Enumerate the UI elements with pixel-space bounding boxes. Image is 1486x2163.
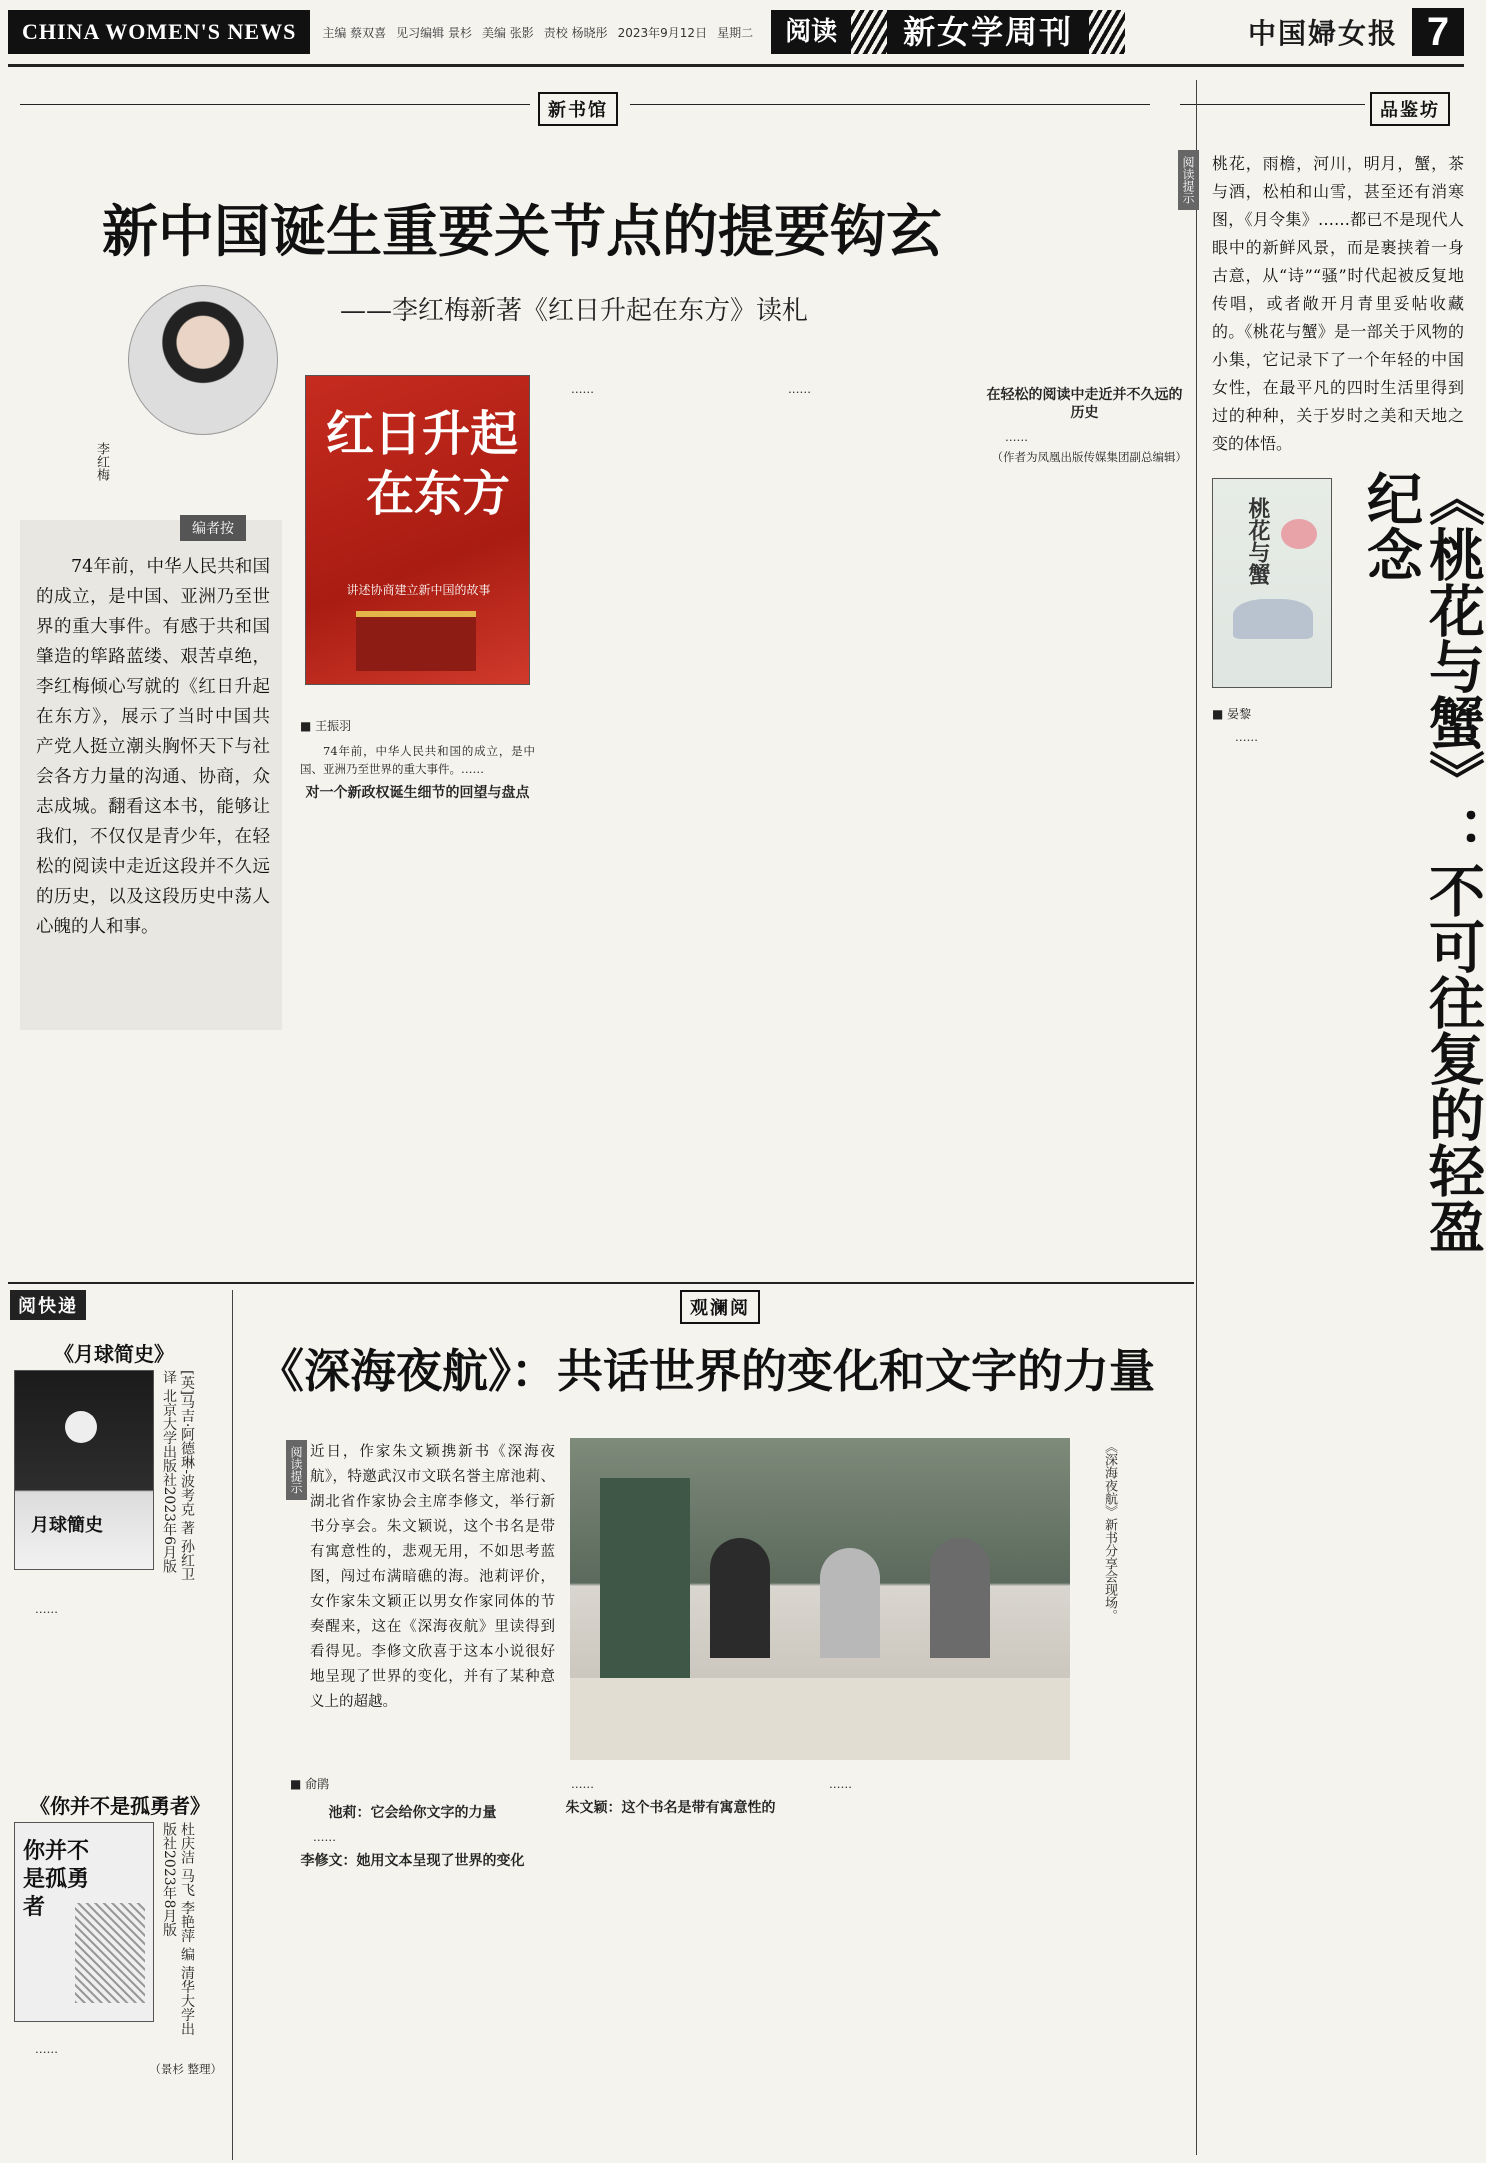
lead-col-4-text: …… (1005, 430, 1028, 444)
peach-blossom-illustration (1281, 519, 1317, 549)
book2-blurb (12, 2040, 222, 2140)
lead-headline: 新中国诞生重要关节点的提要钩玄 (102, 199, 942, 265)
credits (322, 24, 753, 41)
second-hint-label: 阅读提示 (286, 1440, 307, 1500)
editor-note-text: 74年前，中华人民共和国的成立，是中国、亚洲乃至世界的重大事件。有感于共和国肇造的筚路蓝缕、艰苦卓绝，李红梅倾心写就的《红日升起在东方》，展示了当时中国共产党人挺立潮头胸怀天下与社会各方力量的沟通、协商，众志成城。翻看这本书，能够让我们，不仅仅是青少年，在轻松的阅读中走近这段并不久远的历史，以及这段历史中荡人心魄的人和事。 (36, 557, 270, 937)
book1-blurb-text: …… (35, 1602, 58, 1616)
second-intro: 近日，作家朱文颖携新书《深海夜航》，特邀武汉市文联名誉主席池莉、湖北省作家协会主席李修文，举行新书分享会。朱文颖说，这个书名是带有寓意性的，悲观无用，不如思考蓝图，闯过布满暗礁的海。池莉评价，女作家朱文颖正以男女作家同体的节奏醒来，这在《深海夜航》里读得到看得见。李修文欣喜于这本小说很好地呈现了世界的变化，并有了某种意义上的超越。 (310, 1444, 555, 1710)
book1-info: [英]马吉·阿德琳-波考克 著 孙红卫 译 北京大学出版社2023年6月版 (161, 1370, 195, 1582)
stripe-decoration (851, 10, 887, 54)
stripe-decoration (1089, 10, 1125, 54)
masthead (8, 6, 1464, 58)
credit: 责校 杨晓彤 (543, 25, 608, 40)
bird-illustration (1233, 599, 1313, 639)
book2-editor: （景杉 整理） (149, 2062, 222, 2076)
book2-cover-title: 你并不是孤勇者 (23, 1838, 90, 1920)
weekday: 星期二 (717, 25, 754, 40)
credit: 见习编辑 景杉 (396, 25, 472, 40)
tag-yuekuaidi: 阅快递 (10, 1290, 86, 1320)
second-col-2 (548, 1775, 793, 2155)
divider (630, 104, 1150, 105)
lead-col-3 (765, 380, 970, 1260)
lead-col-2-text: …… (571, 382, 594, 396)
sketch-illustration (75, 1903, 145, 2003)
table-foreground (570, 1678, 1070, 1760)
portrait-name: 李红梅 (94, 442, 109, 481)
event-photo (570, 1438, 1070, 1760)
lead-author: ■ 王振羽 (300, 717, 351, 734)
paper-name: CHINA WOMEN'S NEWS (8, 10, 310, 54)
right-body-text: …… (1235, 730, 1258, 744)
tag-pinjianfang: 品鉴坊 (1370, 92, 1450, 126)
section-divider (8, 1282, 1194, 1284)
book-cover-guyongzhe (14, 1822, 154, 2022)
book1-blurb (12, 1600, 222, 1775)
photo-caption: 《深海夜航》新书分享会现场。 (1102, 1440, 1117, 1622)
book2-info: 杜庆洁 马飞 李艳萍 编 清华大学出版社2023年8月版 (161, 1822, 195, 2036)
second-col-3-text: …… (829, 1777, 852, 1791)
masthead-rule (8, 64, 1464, 67)
lead-col-2 (548, 380, 753, 1260)
book1-title: 《月球简史》 (54, 1342, 174, 1366)
person-silhouette (710, 1538, 770, 1658)
second-heading-1: 池莉：它会给你文字的力量 (328, 1805, 497, 1821)
lead-byline: （作者为凤凰出版传媒集团副总编辑） (991, 450, 1187, 464)
book-banner (600, 1478, 690, 1698)
editor-note-label: 编者按 (180, 515, 246, 541)
person-silhouette (930, 1538, 990, 1658)
lead-col-1 (300, 742, 535, 1262)
second-heading-3: 朱文颖：这个书名是带有寓意性的 (565, 1800, 776, 1816)
moon-illustration (65, 1411, 97, 1443)
book2-title: 《你并不是孤勇者》 (30, 1794, 210, 1818)
column-label: 新女学周刊 (887, 10, 1089, 54)
right-vertical-headline: 《桃花与蟹》：不可往复的轻盈纪念 (1358, 470, 1486, 1254)
second-col-3 (806, 1775, 1186, 2155)
second-col-2-text: …… (571, 1777, 594, 1791)
second-heading-2: 李修文：她用文本呈现了世界的变化 (300, 1853, 525, 1869)
column-divider (1196, 80, 1197, 2155)
sidebar-divider (232, 1290, 233, 2160)
book2-blurb-text: …… (35, 2042, 58, 2056)
divider (1180, 104, 1365, 105)
second-author: ■ 俞鹃 (290, 1775, 329, 1792)
lead-col-3-text: …… (788, 382, 811, 396)
lead-col-1-text: 74年前，中华人民共和国的成立，是中国、亚洲乃至世界的重大事件。…… (300, 744, 535, 776)
book-cover-title: 桃花与蟹 (1245, 497, 1271, 585)
person-silhouette (820, 1548, 880, 1658)
lead-col-4 (982, 380, 1187, 1260)
section-label: 阅读 (771, 10, 851, 54)
book1-cover-title: 月球簡史 (31, 1515, 103, 1536)
lead-section2-heading: 在轻松的阅读中走近并不久远的历史 (986, 387, 1183, 421)
book-cover-taohua (1212, 478, 1332, 688)
book-cover-gate-illustration (356, 611, 476, 671)
book-cover-title-line1: 红日升起 (326, 406, 519, 462)
second-col-1 (290, 1798, 535, 2158)
book-cover-subtitle: 讲述协商建立新中国的故事 (346, 583, 491, 597)
right-body (1212, 728, 1352, 2148)
credit: 美编 张影 (481, 25, 534, 40)
page-number: 7 (1412, 8, 1464, 56)
second-headline: 《深海夜航》：共话世界的变化和文字的力量 (258, 1344, 1155, 1398)
lead-subheadline: ——李红梅新著《红日升起在东方》读札 (340, 296, 809, 326)
second-col-1-text: …… (313, 1830, 336, 1844)
divider (20, 104, 530, 105)
book-cover-hongri (305, 375, 530, 685)
tag-xinshuguan: 新书馆 (538, 92, 618, 126)
right-author: ■ 晏黎 (1212, 705, 1251, 722)
right-hint-label: 阅读提示 (1178, 150, 1199, 210)
tag-guanlanyue: 观澜阅 (680, 1290, 760, 1324)
right-intro: 桃花，雨檐，河川，明月，蟹，茶与酒，松柏和山雪，甚至还有消寒图，《月令集》……都已不是现代人眼中的新鲜风景，而是裹挟着一身古意，从“诗”“骚”时代起被反复地传唱，或者敞开月青里妥帖收藏的。《桃花与蟹》是一部关于风物的小集，它记录下了一个年轻的中国女性，在最平凡的四时生活里得到过的种种，关于岁时之美和天地之变的体悟。 (1212, 154, 1464, 453)
author-portrait (128, 285, 278, 435)
newspaper-logo: 中国婦女报 (1247, 17, 1398, 50)
lead-section1-heading: 对一个新政权诞生细节的回望与盘点 (305, 785, 530, 801)
book-cover-moon (14, 1370, 154, 1570)
date: 2023年9月12日 (617, 25, 708, 40)
credit: 主编 蔡双喜 (322, 25, 387, 40)
book-cover-title-line2: 在东方 (366, 466, 511, 522)
